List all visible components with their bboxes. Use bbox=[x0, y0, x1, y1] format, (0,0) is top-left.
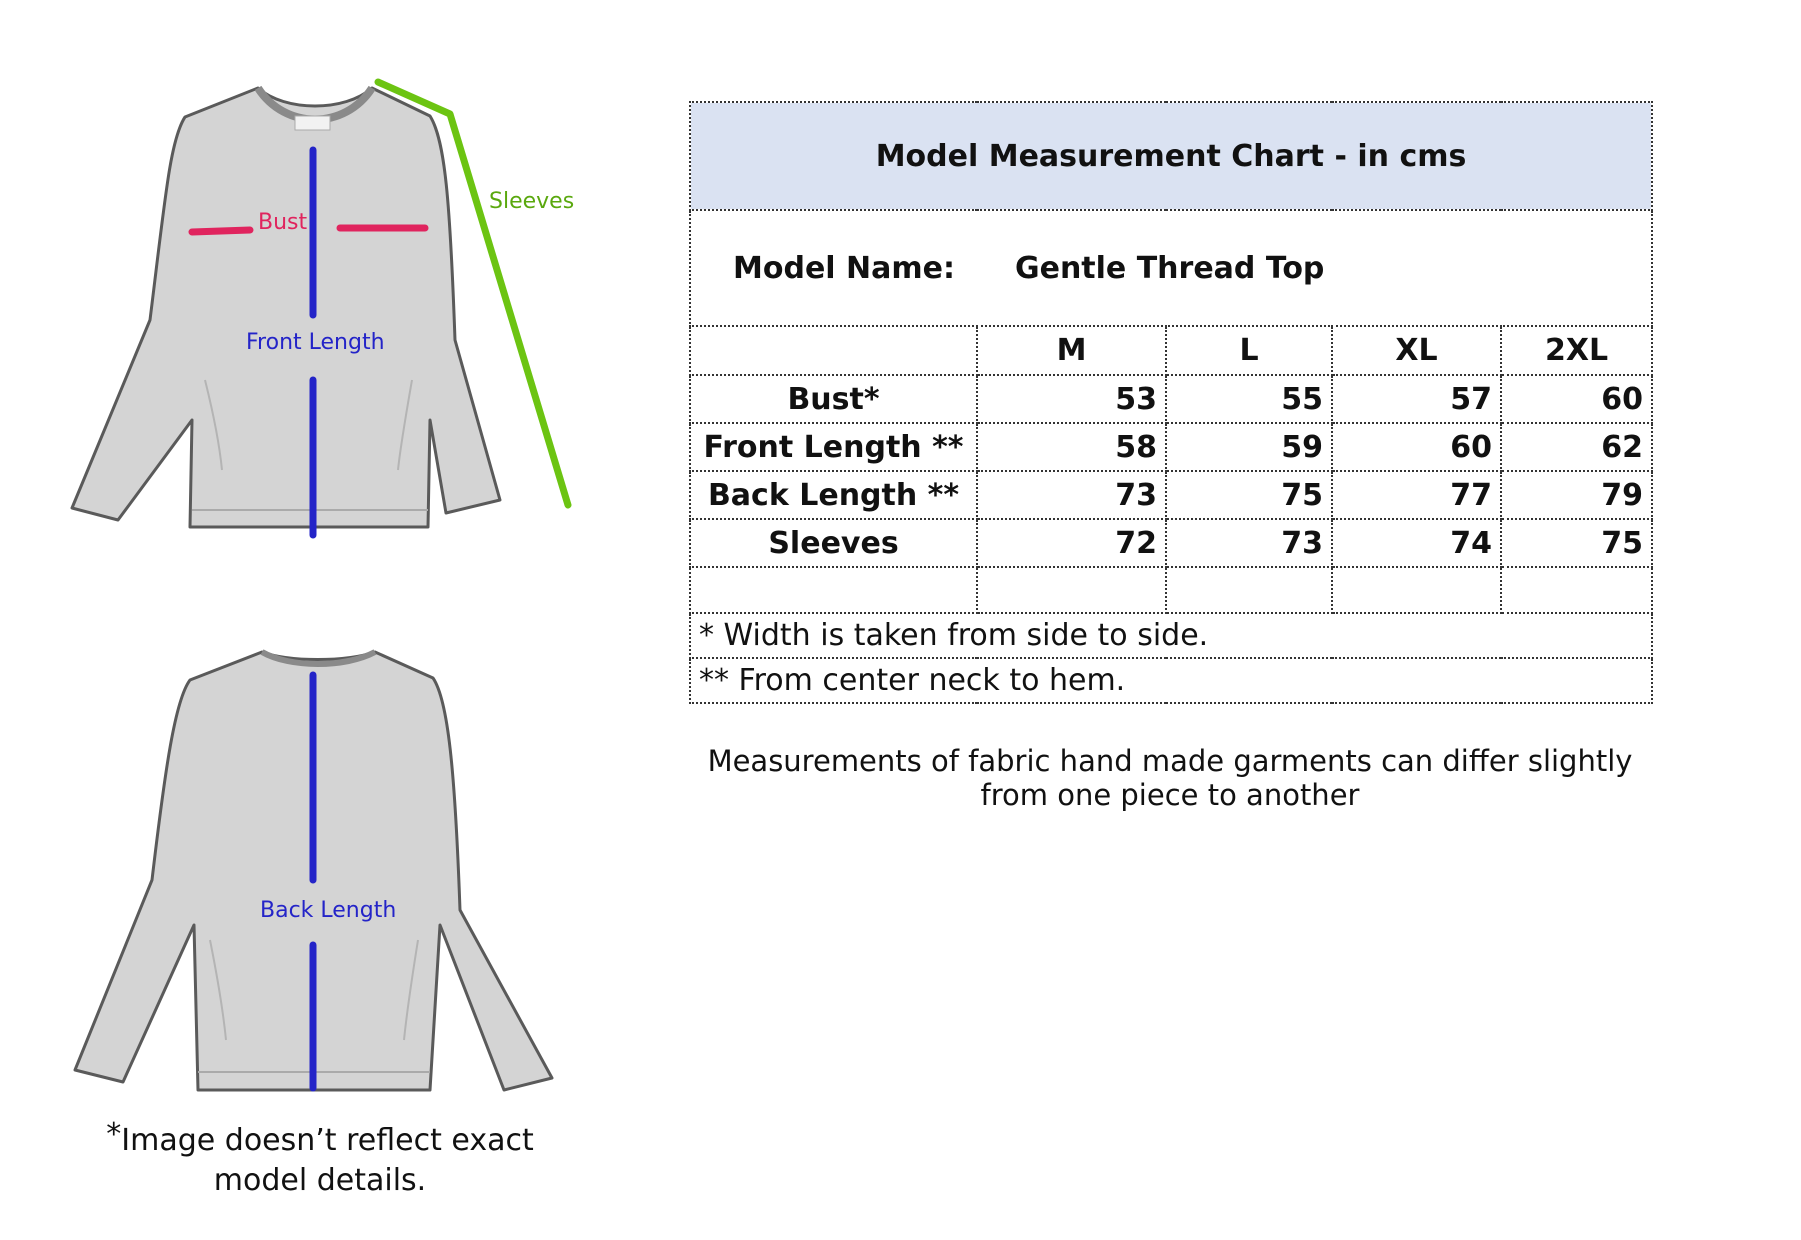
header-empty-cell bbox=[690, 326, 977, 375]
size-header: 2XL bbox=[1501, 326, 1652, 375]
note-row bbox=[690, 613, 1652, 658]
value-cell: 62 bbox=[1501, 423, 1652, 471]
value-cell: 73 bbox=[977, 471, 1166, 519]
value-cell: 55 bbox=[1166, 375, 1332, 423]
row-label: Back Length ** bbox=[690, 471, 977, 519]
value-cell: 72 bbox=[977, 519, 1166, 567]
value-cell: 60 bbox=[1332, 423, 1501, 471]
bust-label: Bust bbox=[258, 210, 308, 235]
model-name-label: Model Name: bbox=[733, 250, 955, 286]
value-cell: 73 bbox=[1166, 519, 1332, 567]
row-label: Front Length ** bbox=[690, 423, 977, 471]
table-row bbox=[690, 519, 1652, 567]
bust-line-left bbox=[192, 230, 250, 232]
back-shirt-illustration bbox=[0, 620, 620, 1120]
value-cell: 57 bbox=[1332, 375, 1501, 423]
front-collar-tag bbox=[295, 116, 330, 130]
value-cell: 75 bbox=[1501, 519, 1652, 567]
value-cell: 53 bbox=[977, 375, 1166, 423]
row-label: Sleeves bbox=[690, 519, 977, 567]
note-row bbox=[690, 658, 1652, 703]
empty-cell bbox=[977, 567, 1166, 613]
value-cell: 58 bbox=[977, 423, 1166, 471]
empty-cell bbox=[690, 567, 977, 613]
size-header: L bbox=[1166, 326, 1332, 375]
table-row bbox=[690, 471, 1652, 519]
model-name-value: Gentle Thread Top bbox=[1014, 250, 1325, 286]
disclaimer-text: Image doesn’t reflect exact model details. bbox=[121, 1123, 534, 1198]
empty-cell bbox=[1501, 567, 1652, 613]
width-note: * Width is taken from side to side. bbox=[690, 613, 1652, 658]
table-row bbox=[690, 375, 1652, 423]
value-cell: 59 bbox=[1166, 423, 1332, 471]
empty-row bbox=[690, 567, 1652, 613]
image-disclaimer bbox=[100, 1115, 540, 1201]
front-shirt-body bbox=[72, 88, 500, 527]
length-note: ** From center neck to hem. bbox=[690, 658, 1652, 703]
table-row bbox=[690, 423, 1652, 471]
value-cell: 77 bbox=[1332, 471, 1501, 519]
measurement-chart-table bbox=[689, 101, 1653, 704]
chart-title: Model Measurement Chart - in cms bbox=[690, 102, 1652, 210]
size-header: M bbox=[977, 326, 1166, 375]
empty-cell bbox=[1166, 567, 1332, 613]
footnote-line: from one piece to another bbox=[980, 778, 1360, 812]
footnote-line: Measurements of fabric hand made garments can differ slightly bbox=[707, 744, 1633, 778]
front-shirt-illustration bbox=[0, 0, 620, 560]
value-cell: 74 bbox=[1332, 519, 1501, 567]
front-length-label: Front Length bbox=[246, 330, 385, 355]
value-cell: 75 bbox=[1166, 471, 1332, 519]
value-cell: 79 bbox=[1501, 471, 1652, 519]
row-label: Bust* bbox=[690, 375, 977, 423]
value-cell: 60 bbox=[1501, 375, 1652, 423]
sleeves-label: Sleeves bbox=[489, 189, 575, 214]
back-length-label: Back Length bbox=[260, 898, 397, 923]
model-name-row bbox=[690, 210, 1652, 326]
disclaimer-star: * bbox=[106, 1117, 122, 1152]
size-header-row bbox=[690, 326, 1652, 375]
size-header: XL bbox=[1332, 326, 1501, 375]
handmade-footnote bbox=[689, 744, 1651, 812]
empty-cell bbox=[1332, 567, 1501, 613]
